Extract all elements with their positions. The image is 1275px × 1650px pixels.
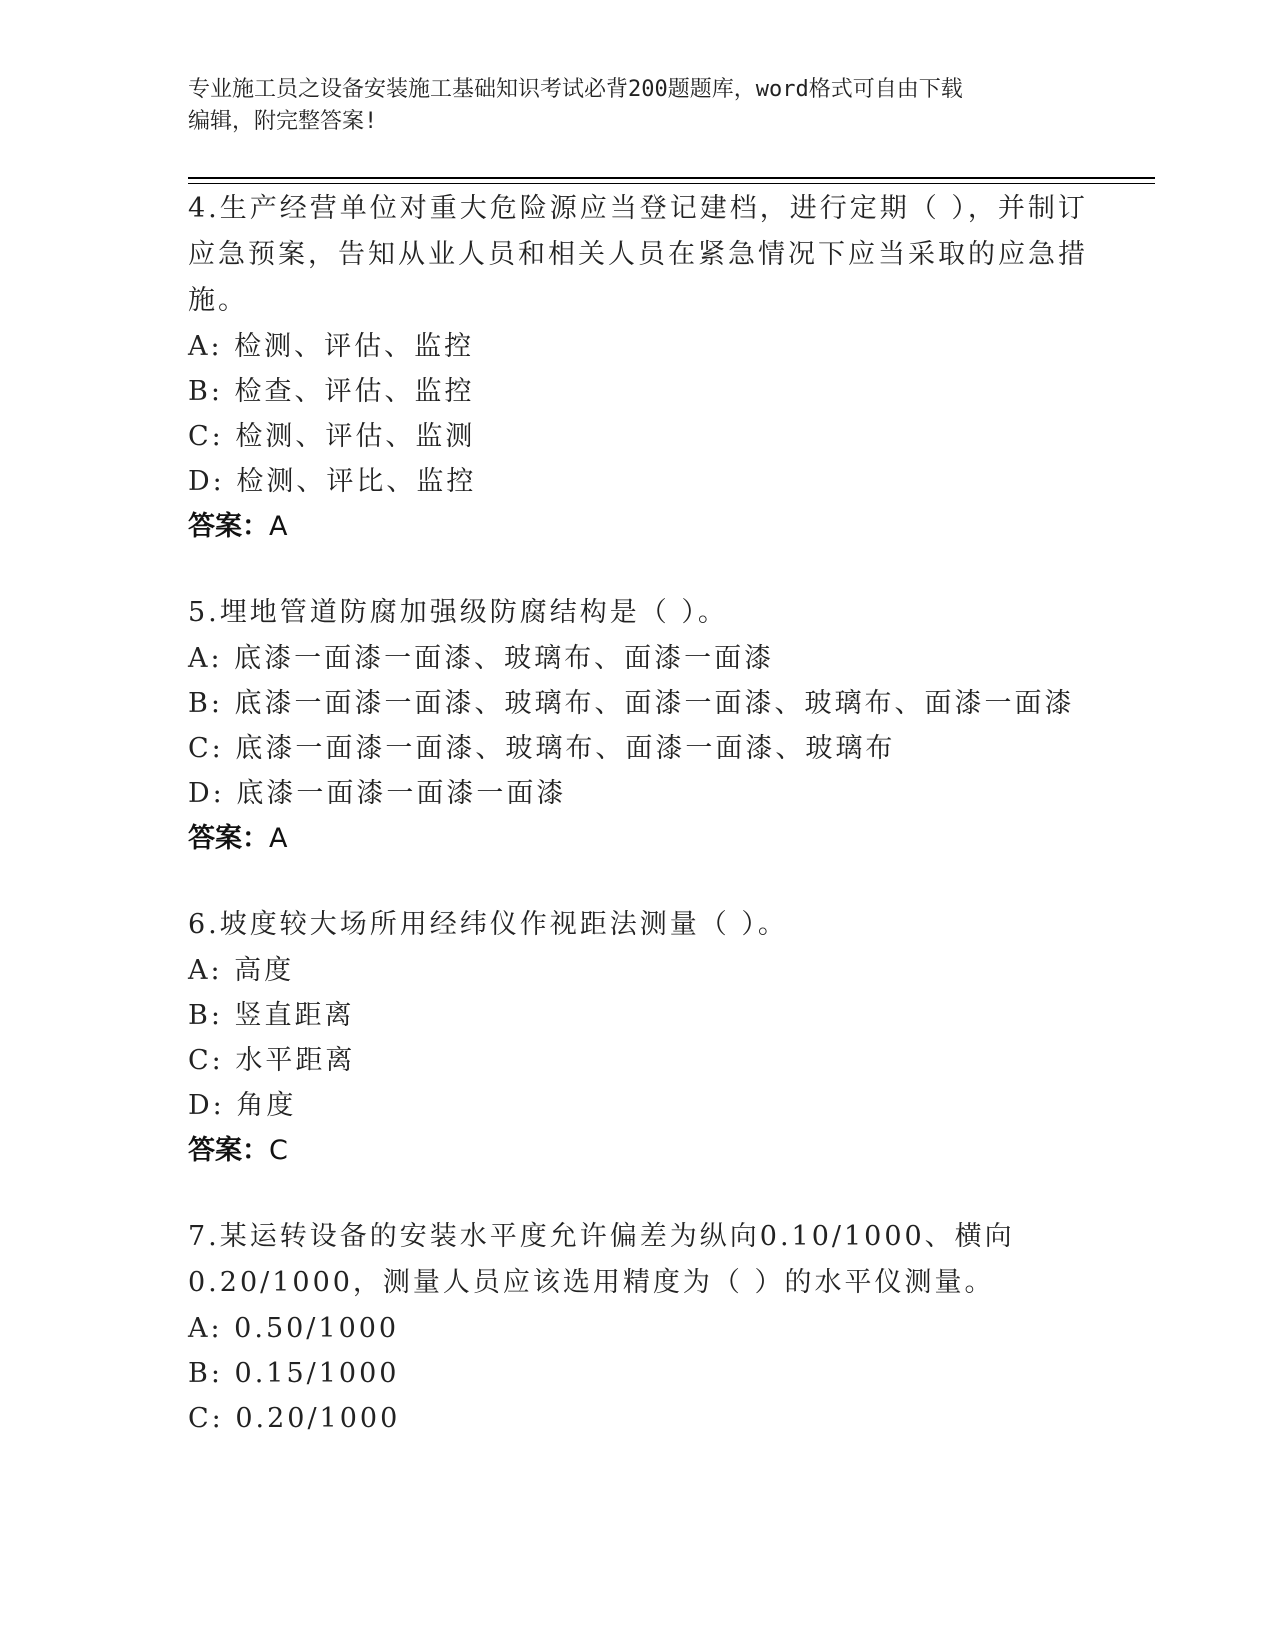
header-divider-thin <box>188 183 1155 184</box>
option-c: C: 水平距离 <box>188 1045 356 1076</box>
answer-value: A <box>269 511 288 542</box>
question-stem-line: 4.生产经营单位对重大危险源应当登记建档，进行定期（ ），并制订 <box>188 193 1088 224</box>
answer-label: 答案： <box>188 1135 269 1166</box>
question-stem-line: 应急预案，告知从业人员和相关人员在紧急情况下应当采取的应急措 <box>188 239 1088 270</box>
option-b: B: 0.15/1000 <box>188 1358 400 1389</box>
answer-label: 答案： <box>188 823 269 854</box>
option-a: A: 高度 <box>188 955 295 986</box>
option-b: B: 竖直距离 <box>188 1000 355 1031</box>
question-item <box>188 1214 1088 1441</box>
question-stem-line: 施。 <box>188 285 248 316</box>
option-b: B: 底漆一面漆一面漆、玻璃布、面漆一面漆、玻璃布、面漆一面漆 <box>188 688 1075 719</box>
option-d: D: 底漆一面漆一面漆一面漆 <box>188 778 567 809</box>
question-item <box>188 186 1088 550</box>
option-d: D: 角度 <box>188 1090 297 1121</box>
option-c: C: 底漆一面漆一面漆、玻璃布、面漆一面漆、玻璃布 <box>188 733 896 764</box>
option-a: A: 底漆一面漆一面漆、玻璃布、面漆一面漆 <box>188 643 775 674</box>
answer-line <box>188 816 1088 862</box>
question-list <box>188 186 1088 1481</box>
answer-line <box>188 504 1088 550</box>
option-a: A: 0.50/1000 <box>188 1313 400 1344</box>
option-d: D: 检测、评比、监控 <box>188 466 477 497</box>
answer-value: C <box>269 1135 288 1166</box>
question-stem-line: 6.坡度较大场所用经纬仪作视距法测量（ ）。 <box>188 909 788 940</box>
question-stem-line: 7.某运转设备的安装水平度允许偏差为纵向0.10/1000、横向 <box>188 1221 1015 1252</box>
answer-label: 答案： <box>188 511 269 542</box>
answer-line <box>188 1128 1088 1174</box>
header-line-2: 编辑，附完整答案! <box>188 109 378 134</box>
option-a: A: 检测、评估、监控 <box>188 331 475 362</box>
option-c: C: 0.20/1000 <box>188 1403 401 1434</box>
header-line-1: 专业施工员之设备安装施工基础知识考试必背200题题库，word格式可自由下载 <box>188 77 963 102</box>
question-item <box>188 902 1088 1174</box>
question-item <box>188 590 1088 862</box>
question-stem-line: 0.20/1000，测量人员应该选用精度为（ ）的水平仪测量。 <box>188 1267 995 1298</box>
option-b: B: 检查、评估、监控 <box>188 376 475 407</box>
document-header <box>188 74 1068 138</box>
answer-value: A <box>269 823 288 854</box>
header-divider-thick <box>188 177 1155 179</box>
option-c: C: 检测、评估、监测 <box>188 421 476 452</box>
question-stem-line: 5.埋地管道防腐加强级防腐结构是（ ）。 <box>188 597 728 628</box>
